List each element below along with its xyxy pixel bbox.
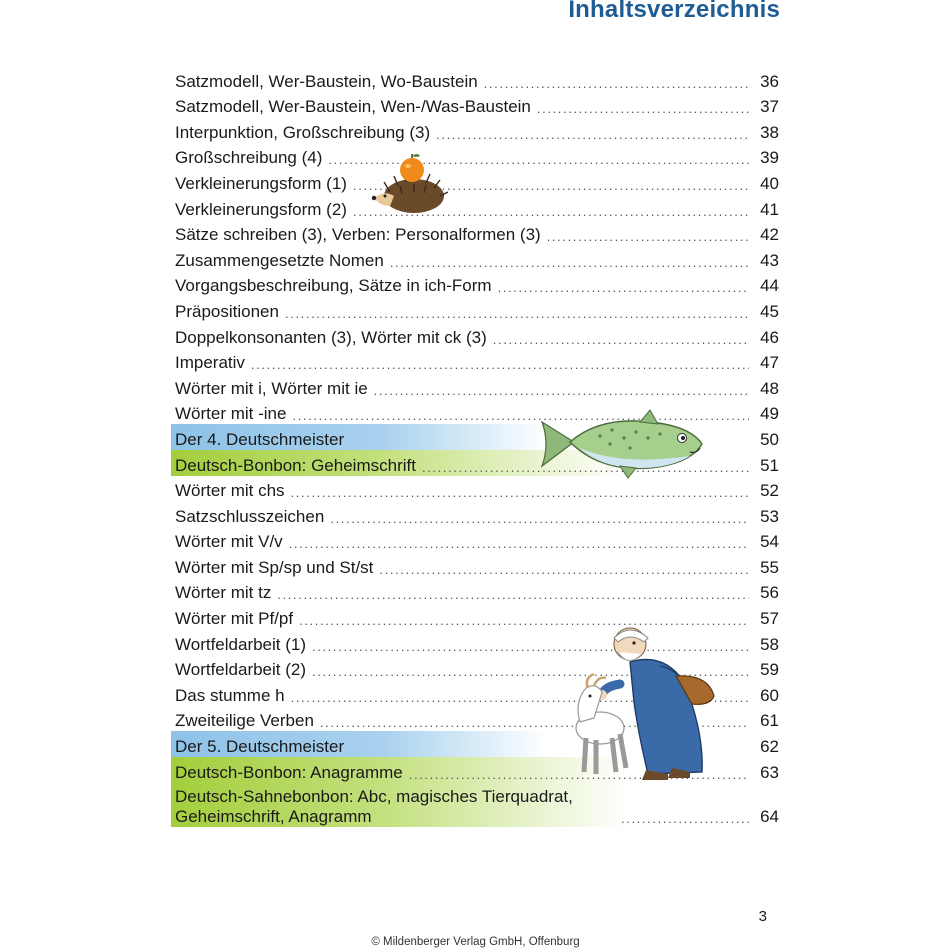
hedgehog-illustration xyxy=(370,152,450,216)
dot-leader xyxy=(277,587,749,603)
toc-entry-page: 54 xyxy=(760,532,779,552)
page-number: 3 xyxy=(758,908,767,925)
toc-entry-page: 40 xyxy=(760,173,779,193)
toc-entry-page: 36 xyxy=(760,71,779,91)
dot-leader xyxy=(291,485,749,501)
toc-entry xyxy=(171,527,779,553)
toc-entry-title: Der 5. Deutschmeister xyxy=(175,737,345,757)
toc-entry-title: Wörter mit tz xyxy=(175,583,272,603)
toc-entry xyxy=(171,373,779,399)
toc-entry-title: Das stumme h xyxy=(175,685,285,705)
toc-entry-page: 37 xyxy=(760,97,779,117)
toc-entry xyxy=(171,271,779,297)
toc-entry-page: 42 xyxy=(760,225,779,245)
dot-leader xyxy=(251,357,749,373)
toc-entry xyxy=(171,168,779,194)
toc-entry-title: Wörter mit Pf/pf xyxy=(175,609,294,629)
toc-entry xyxy=(171,117,779,143)
dot-leader xyxy=(285,306,749,322)
dot-leader xyxy=(621,811,749,827)
toc-entry xyxy=(171,348,779,374)
dot-leader xyxy=(484,76,749,92)
dot-leader xyxy=(289,536,749,552)
toc-entry-title: Verkleinerungsform (1) xyxy=(175,173,347,193)
shepherd-goat-illustration xyxy=(564,622,724,784)
dot-leader xyxy=(330,511,749,527)
toc-entry-page: 60 xyxy=(760,685,779,705)
toc-entry xyxy=(171,322,779,348)
toc-entry-page: 47 xyxy=(760,353,779,373)
toc-entry-page: 39 xyxy=(760,148,779,168)
toc-entry-title: Deutsch-Sahnebonbon: Abc, magisches Tierquadrat, Geheimschrift, Anagramm xyxy=(175,786,573,826)
toc-entry-title: Sätze schreiben (3), Verben: Personalformen (3) xyxy=(175,225,541,245)
toc-entry-title: Zusammengesetzte Nomen xyxy=(175,250,384,270)
toc-entry-page: 58 xyxy=(760,634,779,654)
toc-entry-title: Wörter mit i, Wörter mit ie xyxy=(175,378,368,398)
toc-entry-title: Präpositionen xyxy=(175,301,279,321)
toc-entry-title: Wörter mit chs xyxy=(175,481,285,501)
toc-entry-page: 41 xyxy=(760,199,779,219)
toc-entry-page: 44 xyxy=(760,276,779,296)
toc-entry xyxy=(171,501,779,527)
toc-entry-title: Wörter mit V/v xyxy=(175,532,283,552)
toc-entry-title: Satzmodell, Wer-Baustein, Wo-Baustein xyxy=(175,71,478,91)
toc-entry xyxy=(171,194,779,220)
toc-entry-page: 53 xyxy=(760,506,779,526)
toc-entry-page: 51 xyxy=(760,455,779,475)
toc-entry-page: 38 xyxy=(760,122,779,142)
toc-entry-title: Imperativ xyxy=(175,353,245,373)
copyright-footer: © Mildenberger Verlag GmbH, Offenburg xyxy=(371,936,580,948)
toc-entry xyxy=(171,66,779,92)
toc-entry xyxy=(171,783,779,827)
dot-leader xyxy=(379,562,749,578)
toc-entry-page: 63 xyxy=(760,762,779,782)
toc-entry-page: 45 xyxy=(760,301,779,321)
toc-entry-page: 52 xyxy=(760,481,779,501)
toc-entry-title: Der 4. Deutschmeister xyxy=(175,429,345,449)
toc-entry-title: Wortfeldarbeit (2) xyxy=(175,660,307,680)
dot-leader xyxy=(390,255,749,271)
dot-leader xyxy=(547,229,749,245)
toc-entry-page: 64 xyxy=(760,806,779,826)
dot-leader xyxy=(374,383,749,399)
toc-entry-title: Interpunktion, Großschreibung (3) xyxy=(175,122,431,142)
toc-entry xyxy=(171,296,779,322)
toc-entry xyxy=(171,220,779,246)
toc-entry-page: 57 xyxy=(760,609,779,629)
dot-leader xyxy=(537,101,749,117)
toc-entry-title: Zweiteilige Verben xyxy=(175,711,314,731)
toc-entry-page: 62 xyxy=(760,737,779,757)
toc-entry-title: Deutsch-Bonbon: Anagramme xyxy=(175,762,403,782)
toc-entry-title: Wortfeldarbeit (1) xyxy=(175,634,307,654)
toc-entry-title: Satzschlusszeichen xyxy=(175,506,325,526)
toc-entry-title: Deutsch-Bonbon: Geheimschrift xyxy=(175,455,416,475)
page-title: Inhaltsverzeichnis xyxy=(568,0,780,23)
toc-entry-page: 49 xyxy=(760,404,779,424)
toc-entry-title: Wörter mit Sp/sp und St/st xyxy=(175,557,374,577)
dot-leader xyxy=(436,127,749,143)
toc-entry xyxy=(171,552,779,578)
toc-entry xyxy=(171,578,779,604)
toc-entry-title: Verkleinerungsform (2) xyxy=(175,199,347,219)
toc-entry-title: Vorgangsbeschreibung, Sätze in ich-Form xyxy=(175,276,492,296)
toc-entry-page: 55 xyxy=(760,557,779,577)
toc-entry-page: 56 xyxy=(760,583,779,603)
toc-entry xyxy=(171,143,779,169)
toc-entry-page: 59 xyxy=(760,660,779,680)
toc-entry xyxy=(171,245,779,271)
dot-leader xyxy=(498,280,749,296)
toc-entry-page: 61 xyxy=(760,711,779,731)
toc-entry-page: 43 xyxy=(760,250,779,270)
toc-entry xyxy=(171,92,779,118)
fish-illustration xyxy=(540,408,706,480)
toc-entry-title: Großschreibung (4) xyxy=(175,148,323,168)
toc-entry-page: 48 xyxy=(760,378,779,398)
toc-entry-page: 46 xyxy=(760,327,779,347)
toc-entry-title: Wörter mit -ine xyxy=(175,404,287,424)
dot-leader xyxy=(493,332,749,348)
toc-entry-title: Satzmodell, Wer-Baustein, Wen-/Was-Baustein xyxy=(175,97,531,117)
toc-entry-page: 50 xyxy=(760,429,779,449)
toc-entry-title: Doppelkonsonanten (3), Wörter mit ck (3) xyxy=(175,327,487,347)
